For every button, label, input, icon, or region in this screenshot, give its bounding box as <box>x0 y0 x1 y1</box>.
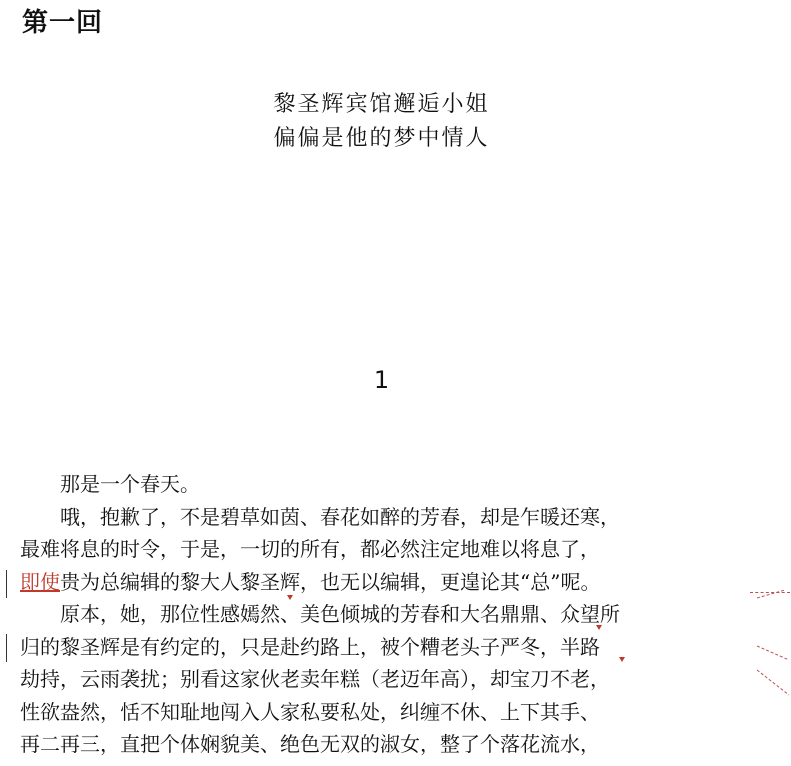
paragraph-line: 那是一个春天。 <box>60 472 200 496</box>
chapter-title <box>0 88 763 156</box>
paragraph-line: 再二再三，直把个体娴貌美、绝色无双的淑女，整了个落花流水， <box>20 732 600 756</box>
tracked-insertion[interactable]: 即使 <box>20 569 60 594</box>
insertion-caret-icon <box>619 657 625 662</box>
paragraph-line: 哦，抱歉了，不是碧草如茵、春花如醉的芳春，却是乍暖还寒， <box>60 504 620 529</box>
insertion-caret-icon <box>596 625 602 630</box>
chapter-heading: 第一回 <box>22 8 104 38</box>
insertion-caret-icon <box>287 595 293 600</box>
comment-connector-icon <box>755 590 791 700</box>
paragraph-line-text: 贵为总编辑的黎大人黎圣辉，也无以编辑，更遑论其“总”呢。 <box>60 569 601 594</box>
change-bar <box>6 634 7 662</box>
paragraph-line-with-revision <box>20 566 750 599</box>
paragraph-line: 性欲盎然，恬不知耻地闯入人家私要私处，纠缠不休、上下其手、 <box>20 699 600 724</box>
section-number: 1 <box>373 366 390 394</box>
change-bar <box>6 570 7 598</box>
chapter-title-line-2: 偏偏是他的梦中情人 <box>273 126 490 151</box>
body-text[interactable] <box>20 468 750 761</box>
paragraph-line: 归的黎圣辉是有约定的，只是赴约路上，被个糟老头子严冬，半路 <box>20 634 600 659</box>
paragraph-line: 最难将息的时令，于是，一切的所有，都必然注定地难以将息了， <box>20 537 600 561</box>
paragraph-line: 原本，她，那位性感嫣然、美色倾城的芳春和大名鼎鼎、众望所 <box>60 602 620 626</box>
paragraph-line: 劫持，云雨袭扰；别看这家伙老卖年糕（老迈年高），却宝刀不老， <box>20 667 610 691</box>
chapter-title-line-1: 黎圣辉宾馆邂逅小姐 <box>273 92 490 117</box>
